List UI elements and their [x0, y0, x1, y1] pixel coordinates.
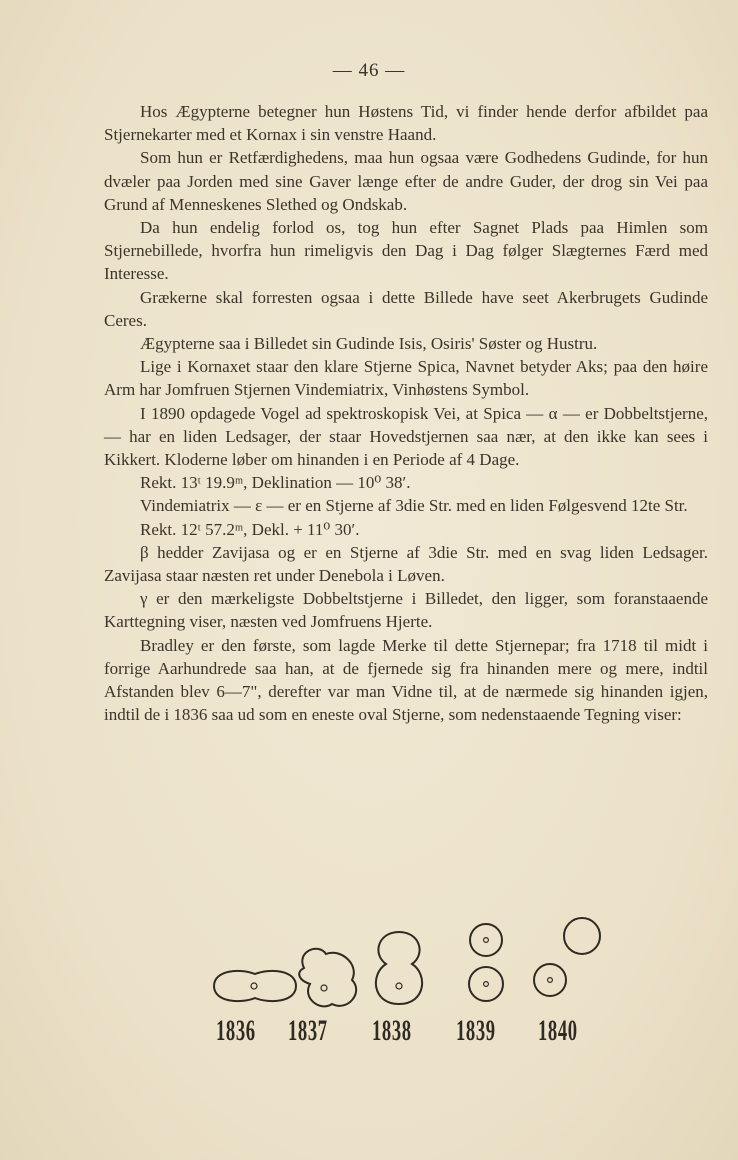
double-star-figure [200, 908, 620, 1068]
paragraph: I 1890 opdagede Vogel ad spektroskopisk Vei, at Spica — α — er Dobbeltstjerne, — har en liden Ledsager, der staar Hovedstjernen saa nær, at den ikke kan sees i Kikkert. Kloderne løber om hinanden i en Periode af 4 Dage. [104, 403, 708, 470]
paragraph: γ er den mærkeligste Dobbeltstjerne i Billedet, den ligger, som foranstaaende Karttegning viser, næsten ved Jomfruens Hjerte. [104, 589, 708, 632]
star-1839-drawing [469, 924, 503, 1001]
paragraph: Ægypterne saa i Billedet sin Gudinde Isis, Osiris' Søster og Hustru. [140, 334, 598, 354]
star-1838-drawing [376, 932, 422, 1004]
paragraph: Vindemiatrix — ε — er en Stjerne af 3die Str. med en liden Følgesvend 12te Str. [140, 496, 688, 516]
paragraph: Hos Ægypterne betegner hun Høstens Tid, vi finder hende derfor afbildet paa Stjernekarter med et Kornax i sin venstre Haand. [104, 102, 708, 145]
paragraph: Rekt. 12ᵗ 57.2ᵐ, Dekl. + 11⁰ 30′. [140, 519, 360, 539]
year-label-1836: 1836 [216, 1014, 256, 1047]
paragraph: Grækerne skal forresten ogsaa i dette Billede have seet Akerbrugets Gudinde Ceres. [104, 287, 708, 330]
paragraph: Som hun er Retfærdighedens, maa hun ogsaa være Godhedens Gudinde, for hun dvæler paa Jorden med sine Gaver længe efter de andre Guder, der drog sin Vei paa Grund af Menneskenes Slethed og Ondskab. [104, 148, 708, 214]
paragraph: Bradley er den første, som lagde Merke til dette Stjernepar; fra 1718 til midt i forrige Aarhundrede saa han, at de fjernede sig fra hinanden mere og mere, indtil Afstanden blev 6—7", derefter var man Vidne til, at de nærmede sig hinanden igjen, indtil de i 1836 saa ud som en eneste oval Stjerne, som nedenstaaende Tegning viser: [104, 635, 708, 725]
page-number: — 46 — [332, 60, 406, 81]
paragraph: Lige i Kornaxet staar den klare Stjerne Spica, Navnet betyder Aks; paa den høire Arm har Jomfruen Stjernen Vindemiatrix, Vinhøstens Symbol. [104, 357, 708, 400]
paragraph: β hedder Zavijasa og er en Stjerne af 3die Str. med en svag liden Ledsager. Zavijasa staar næsten ret under Denebola i Løven. [104, 542, 708, 586]
year-label-1838: 1838 [372, 1014, 412, 1047]
year-label-1840: 1840 [538, 1014, 578, 1047]
star-1836-drawing [214, 971, 296, 1001]
star-1837-drawing [299, 949, 356, 1007]
body-text [104, 100, 708, 726]
paragraph: Da hun endelig forlod os, tog hun efter Sagnet Plads paa Himlen som Stjernebillede, hvorfra hun rimeligvis den Dag i Dag følger Slægternes Færd med Interesse. [104, 218, 708, 284]
star-1840-drawing [534, 918, 600, 996]
year-label-1839: 1839 [456, 1014, 496, 1047]
year-label-1837: 1837 [288, 1014, 328, 1047]
paragraph: Rekt. 13ᵗ 19.9ᵐ, Deklination — 10⁰ 38′. [140, 473, 411, 493]
